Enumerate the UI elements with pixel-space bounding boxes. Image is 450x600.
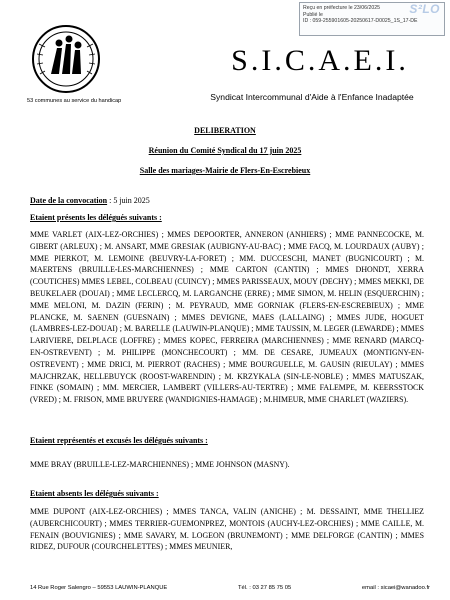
excused-label: Etaient représentés et excusés les délégués suivants : (30, 436, 208, 445)
absent-delegates: MME DUPONT (AIX-LEZ-ORCHIES) ; MMES TANCA, VALIN (ANICHE) ; M. DESSAINT, MME THELLIEZ (AUBERCHICOURT) ; MMES TERRIER-GUEMONPREZ, MONTOIS (AUCHY-LEZ-ORCHIES) ; MME CAILLE, M. FENAIN (BOUVIGNIES) ; MME SAVARY, M. LOGEON (BRUNEMONT) ; MME DELFORGE (CANTIN) ; MMES RIDEZ, DUFOUR (COURCHELETTES) ; MMES MEUNIER, (30, 507, 424, 552)
convocation-line (30, 196, 150, 205)
absent-label: Etaient absents les délégués suivants : (30, 489, 159, 498)
absent-heading (30, 489, 159, 498)
slo-logo: S²LO (409, 2, 440, 16)
present-label: Etaient présents les délégués suivants : (30, 213, 162, 222)
convocation-date: : 5 juin 2025 (107, 196, 150, 205)
prefecture-stamp (299, 2, 445, 36)
excused-heading (30, 436, 208, 445)
page-footer (30, 585, 430, 591)
document-title: DELIBERATION (194, 126, 256, 135)
footer-address: 14 Rue Roger Salengro – 59553 LAUWIN-PLANQUE (30, 585, 168, 591)
organization-full-name: Syndicat Intercommunal d'Aide à l'Enfance Inadaptée (210, 92, 414, 102)
organization-logo-icon (29, 24, 103, 94)
present-delegates: MME VARLET (AIX-LEZ-ORCHIES) ; MMES DEPOORTER, ANNERON (ANHIERS) ; MME PANNECOCKE, M. GIBERT (ARLEUX) ; M. ANSART, MME GRESIAK (AUBIGNY-AU-BAC) ; MME FACQ, M. LOURDAUX (AUBY) ; MME PIERKOT, M. LEMOINE (BEUVRY-LA-FORET) ; MM. DUCCESCHI, MANET (BUGNICOURT) ; M. MAERTENS (BRUILLE-LES-MARCHIENNES) ; MME CARTON (CANTIN) ; MMES DHONDT, XERRA (COUTICHES) MMES LEBEL, COLBEAU (CUINCY) ; MMES PARISSEAUX, MOUY (DECHY) ; MMES MEKKI, DE BEUKELAER (DOUAI) ; MME LECLERCQ, M. LARGANCHE (ERRE) ; MME SIMON, M. HELIN (ESQUERCHIN) ; MME MELONI, M. DAZIN (FERIN) ; M. PEYRAUD, MME GORNIAK (FLERS-EN-ESCREBIEUX) ; MME PLANCKE, M. SAENEN (GUESNAIN) ; MMES DEVIGNE, MAES (LALLAING) ; MMES JUDE, HOGUET (LAMBRES-LEZ-DOUAI) ; M. BARELLE (LAUWIN-PLANQUE) ; MME TAUSSIN, M. LEGER (LEWARDE) ; MMES LARIVIERE, DELPLACE (LOFFRE) ; MMES KOPEC, FERREIRA (MARCHIENNES) ; MME RENARD (MARCQ-EN-OSTREVENT) ; M. PHILIPPE (MONCHECOURT) ; MM. DE CESARE, JUMEAUX (MONTIGNY-EN-OSTREVENT) ; MME DRICI, M. PIERROT (RACHES) ; MME BOURGUELLE, M. GAUSIN (RIEULAY) ; MMES MAJCHRZAK, HELLEBUYCK (ROOST-WARENDIN) ; M. KRZYKALA (SIN-LE-NOBLE) ; MMES MATUSZAK, FINKE (SOMAIN) ; MM. MERCIER, LAMBERT (VILLERS-AU-TERTRE) ; MME FALEMPE, M. KEERSSTOCK (VRED) ; M. FRISON, MME BRUYERE (WANDIGNIES-HAMAGE) ; M.HIMEUR, MME CHARLET (WAZIERS). (30, 230, 424, 405)
footer-phone: Tél. : 03 27 85 75 05 (238, 585, 292, 591)
venue-heading: Salle des mariages-Mairie de Flers-En-Escrebieux (139, 166, 311, 175)
meeting-heading: Réunion du Comité Syndical du 17 juin 2025 (148, 146, 302, 155)
stamp-published: Publié le (303, 11, 323, 18)
convocation-label: Date de la convocation (30, 196, 108, 205)
organization-name: S.I.C.A.E.I. (231, 44, 409, 77)
present-heading (30, 213, 162, 222)
stamp-received: Reçu en préfecture le 23/06/2025 (303, 5, 381, 11)
excused-delegates: MME BRAY (BRUILLE-LEZ-MARCHIENNES) ; MME JOHNSON (MASNY). (30, 460, 290, 469)
stamp-id: ID : 059-255901605-20250617-D0025_1S_17-DE (303, 18, 418, 25)
footer-email: email : sicaei@wanadoo.fr (361, 585, 430, 591)
logo-caption: 53 communes au service du handicap (27, 98, 122, 104)
